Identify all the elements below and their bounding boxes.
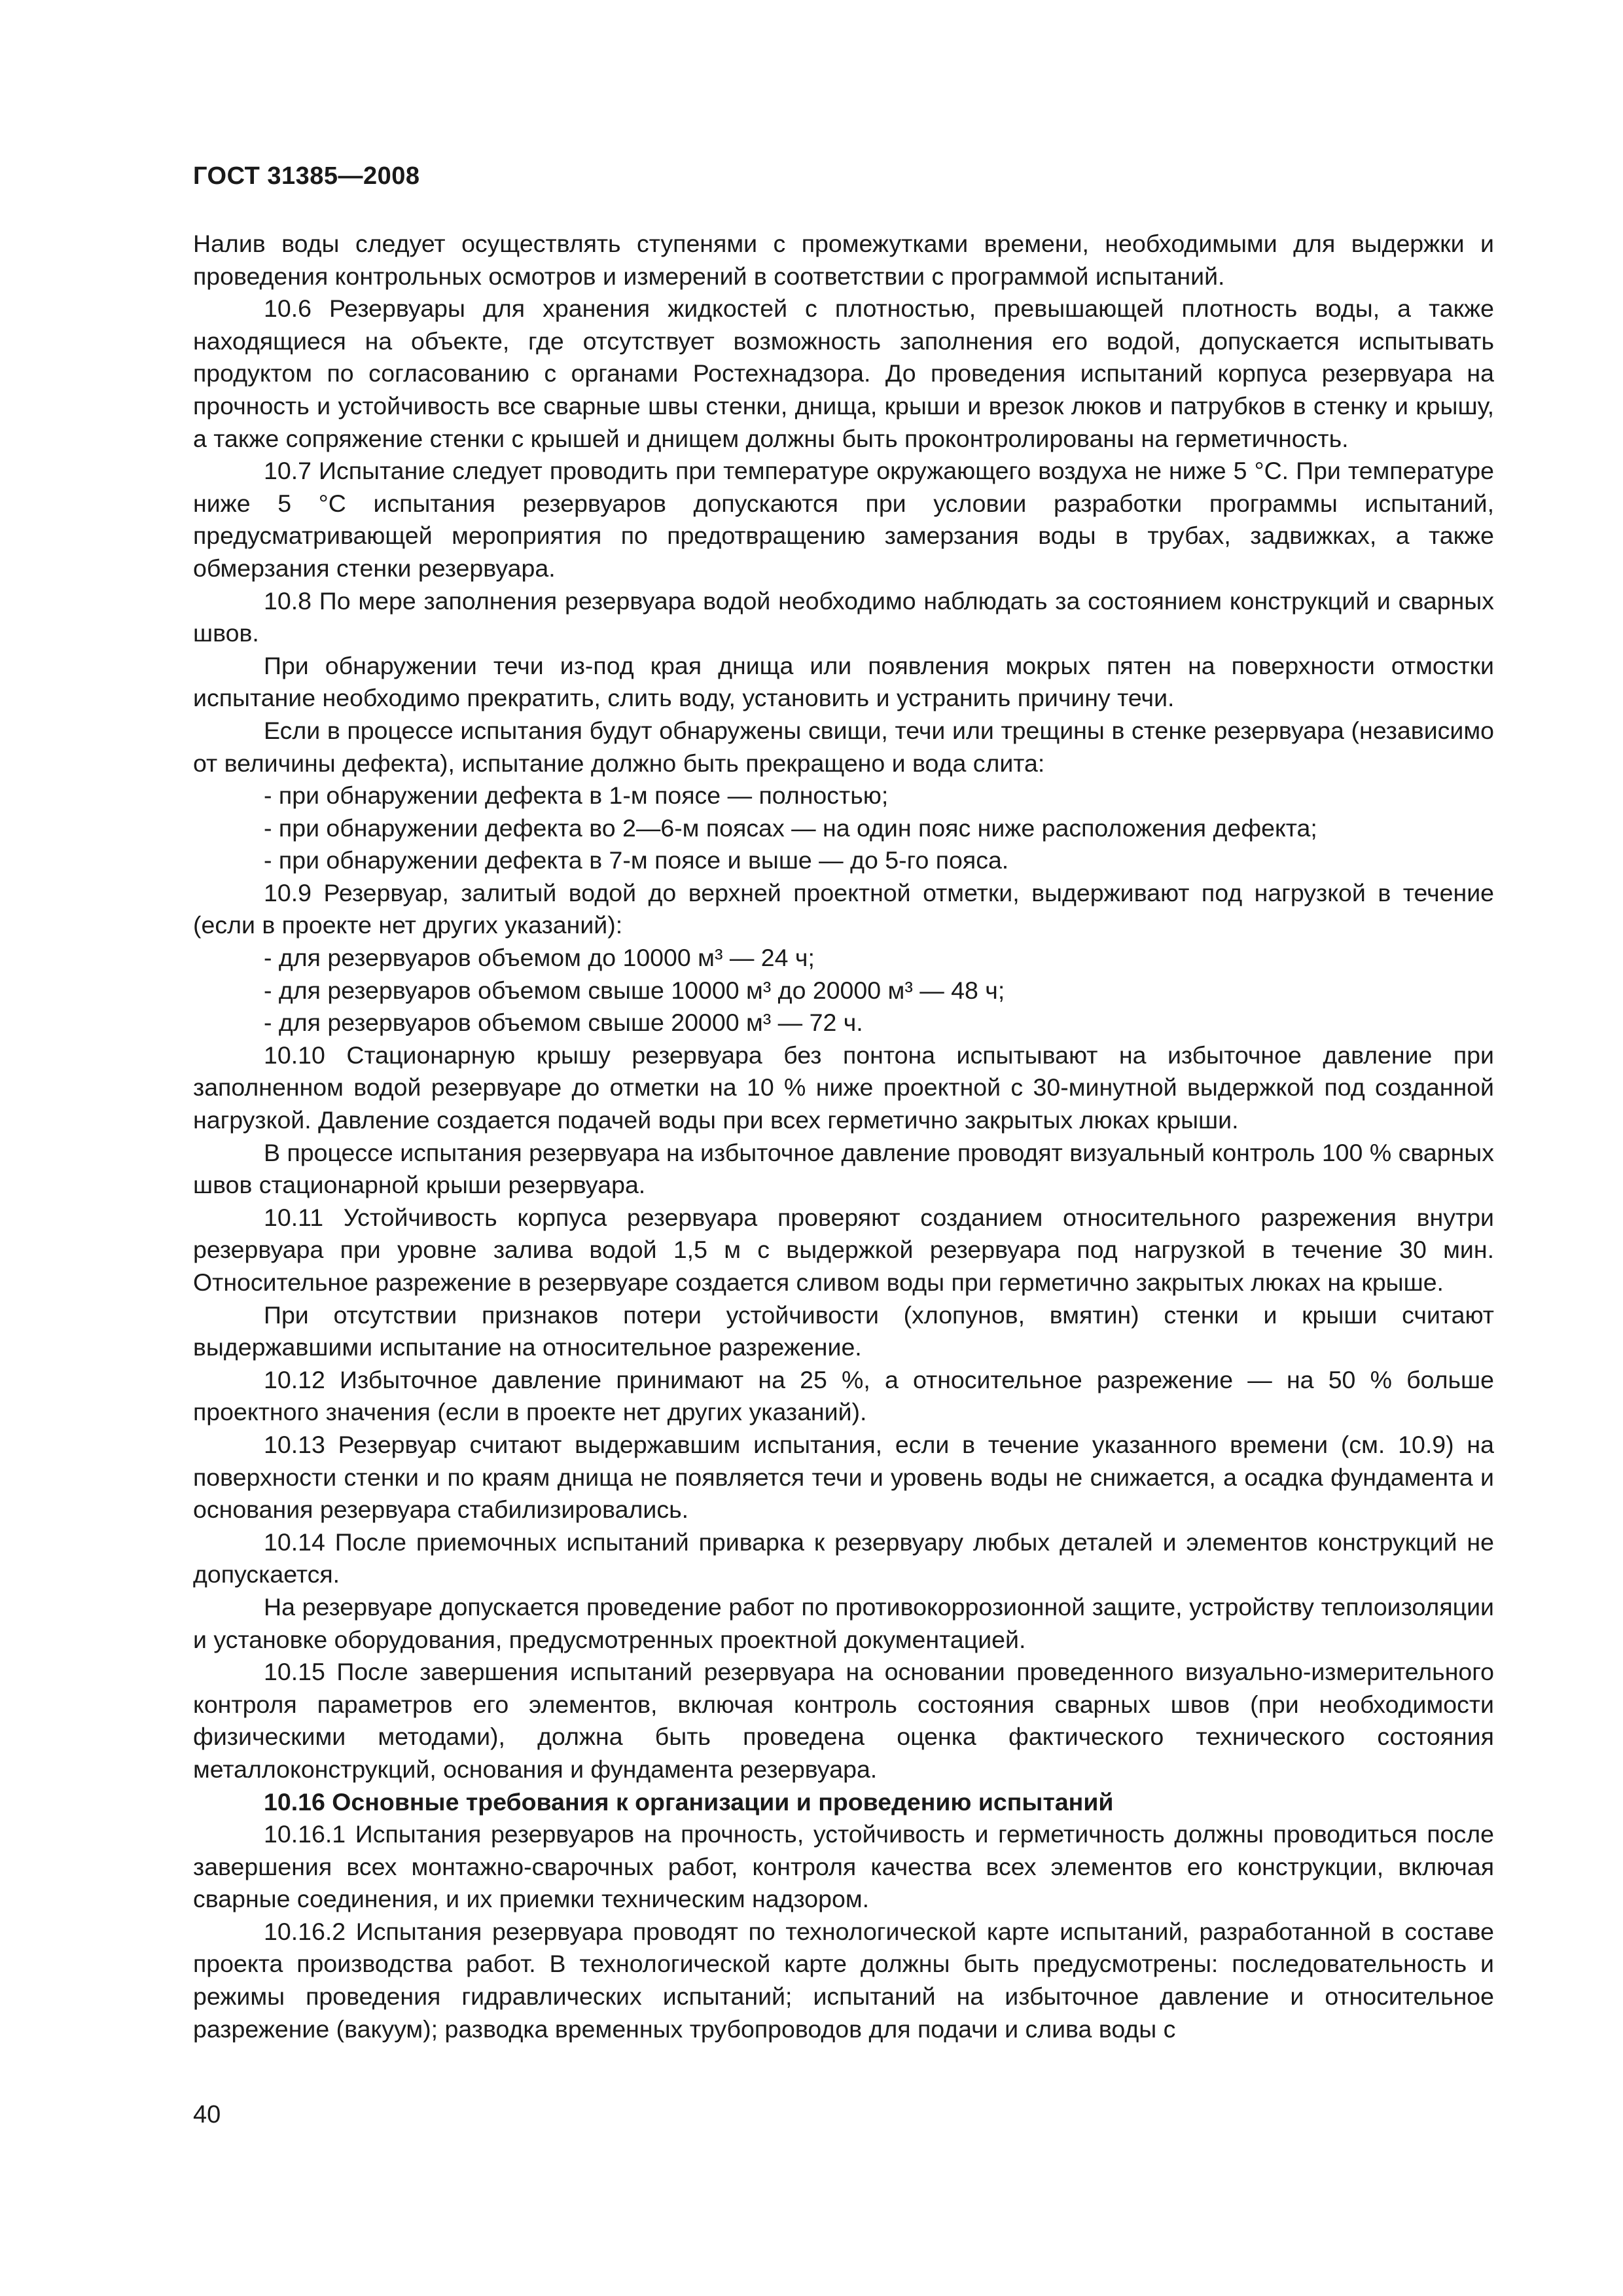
- paragraph: На резервуаре допускается проведение работ по противокоррозионной защите, устройству теплоизоляции и установке оборудования, предусмотренных проектной документацией.: [193, 1592, 1494, 1653]
- list-item: - при обнаружении дефекта в 7-м поясе и выше — до 5-го пояса.: [264, 846, 1009, 874]
- paragraph-10-14: 10.14 После приемочных испытаний приварка к резервуару любых деталей и элементов конструкций не допускается.: [193, 1528, 1494, 1588]
- paragraph: Если в процессе испытания будут обнаружены свищи, течи или трещины в стенке резервуара (независимо от величины дефекта), испытание должно быть прекращено и вода слита:: [193, 716, 1494, 777]
- paragraph: Налив воды следует осуществлять ступенями с промежутками времени, необходимыми для выдержки и проведения контрольных осмотров и измерений в соответствии с программой испытаний.: [193, 230, 1494, 290]
- paragraph-10-7: 10.7 Испытание следует проводить при температуре окружающего воздуха не ниже 5 °С. При температуре ниже 5 °С испытания резервуаров допускаются при условии разработки программы испытаний, предусматривающей мероприятия по предотвращению замерзания воды в трубах, задвижках, а также обмерзания стенки резервуара.: [193, 457, 1494, 582]
- paragraph-10-9: 10.9 Резервуар, залитый водой до верхней проектной отметки, выдерживают под нагрузкой в течение (если в проекте нет других указаний):: [193, 878, 1494, 939]
- paragraph-10-13: 10.13 Резервуар считают выдержавшим испытания, если в течение указанного времени (см. 10.9) на поверхности стенки и по краям днища не появляется течи и уровень воды не снижается, а осадка фундамента и основания резервуара стабилизировались.: [193, 1430, 1494, 1524]
- list-item: - для резервуаров объемом до 10000 м³ — 24 ч;: [264, 944, 815, 972]
- section-heading-10-16: 10.16 Основные требования к организации и проведению испытаний: [264, 1787, 1114, 1816]
- document-header-id: ГОСТ 31385—2008: [193, 162, 420, 190]
- paragraph: В процессе испытания резервуара на избыточное давление проводят визуальный контроль 100 % сварных швов стационарной крыши резервуара.: [193, 1138, 1494, 1199]
- paragraph-10-10: 10.10 Стационарную крышу резервуара без понтона испытывают на избыточное давление при заполненном водой резервуаре до отметки на 10 % ниже проектной с 30-минутной выдержкой под созданной нагрузкой. Давление создается подачей воды при всех герметично закрытых люках крыши.: [193, 1041, 1494, 1134]
- paragraph-10-15: 10.15 После завершения испытаний резервуара на основании проведенного визуально-измерительного контроля параметров его элементов, включая контроль состояния сварных швов (при необходимости физическими методами), должна быть проведена оценка фактического технического состояния металлоконструкций, основания и фундамента резервуара.: [193, 1658, 1494, 1783]
- document-body: [193, 228, 1494, 2045]
- paragraph-10-12: 10.12 Избыточное давление принимают на 25 %, а относительное разрежение — на 50 % больше проектного значения (если в проекте нет других указаний).: [193, 1365, 1494, 1426]
- paragraph-10-16-1: 10.16.1 Испытания резервуаров на прочность, устойчивость и герметичность должны проводиться после завершения всех монтажно-сварочных работ, контроля качества всех элементов его конструкции, включая сварные соединения, и их приемки техническим надзором.: [193, 1820, 1494, 1913]
- list-item: - при обнаружении дефекта в 1-м поясе — полностью;: [264, 781, 889, 810]
- list-item: - для резервуаров объемом свыше 10000 м³ до 20000 м³ — 48 ч;: [264, 976, 1005, 1004]
- list-item: - при обнаружении дефекта во 2—6-м поясах — на один пояс ниже расположения дефекта;: [264, 814, 1317, 842]
- paragraph-10-11: 10.11 Устойчивость корпуса резервуара проверяют созданием относительного разрежения внутри резервуара при уровне залива водой 1,5 м с выдержкой резервуара под нагрузкой в течение 30 мин. Относительное разрежение в резервуаре создается сливом воды при герметично закрытых люках на крыше.: [193, 1203, 1494, 1296]
- paragraph-10-6: 10.6 Резервуары для хранения жидкостей с плотностью, превышающей плотность воды, а также находящиеся на объекте, где отсутствует возможность заполнения его водой, допускается испытывать продуктом по согласованию с органами Ростехнадзора. До проведения испытаний корпуса резервуара на прочность и устойчивость все сварные швы стенки, днища, крыши и врезок люков и патрубков в стенку и крышу, а также сопряжение стенки с крышей и днищем должны быть проконтролированы на герметичность.: [193, 295, 1494, 452]
- page-number: 40: [193, 2101, 221, 2128]
- paragraph-10-8: 10.8 По мере заполнения резервуара водой необходимо наблюдать за состоянием конструкций и сварных швов.: [193, 586, 1494, 647]
- paragraph-10-16-2: 10.16.2 Испытания резервуара проводят по технологической карте испытаний, разработанной в составе проекта производства работ. В технологической карте должны быть предусмотрены: последовательность и режимы проведения гидравлических испытаний; испытаний на избыточное давление и относительное разрежение (вакуум); разводка временных трубопроводов для подачи и слива воды с: [193, 1917, 1494, 2043]
- paragraph: При обнаружении течи из-под края днища или появления мокрых пятен на поверхности отмостки испытание необходимо прекратить, слить воду, установить и устранить причину течи.: [193, 651, 1494, 712]
- paragraph: При отсутствии признаков потери устойчивости (хлопунов, вмятин) стенки и крыши считают выдержавшими испытание на относительное разрежение.: [193, 1300, 1494, 1361]
- list-item: - для резервуаров объемом свыше 20000 м³ — 72 ч.: [264, 1009, 863, 1037]
